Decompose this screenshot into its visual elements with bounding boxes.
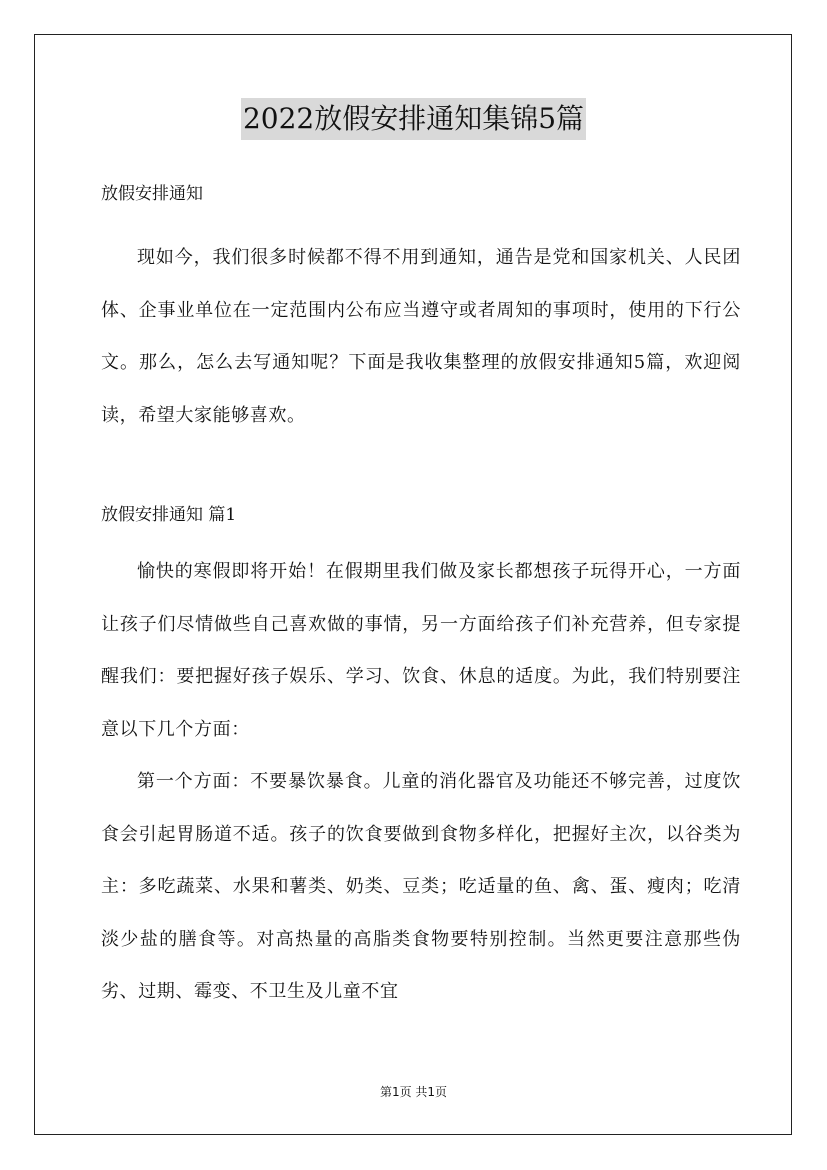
title-container bbox=[0, 98, 827, 140]
page-footer bbox=[0, 1083, 827, 1101]
page-indicator: 第1页 共1页 bbox=[379, 1085, 448, 1099]
document-title: 2022放假安排通知集锦5篇 bbox=[241, 98, 586, 140]
intro-paragraph: 现如今，我们很多时候都不得不用到通知，通告是党和国家机关、人民团体、企事业单位在一定范围内公布应当遵守或者周知的事项时，使用的下行公文。那么，怎么去写通知呢？下面是我收集整理的放假安排通知5篇，欢迎阅读，希望大家能够喜欢。 bbox=[101, 247, 741, 426]
document-body bbox=[101, 176, 741, 1019]
article-1-paragraph-2: 第一个方面：不要暴饮暴食。儿童的消化器官及功能还不够完善，过度饮食会引起胃肠道不适。孩子的饮食要做到食物多样化，把握好主次，以谷类为主：多吃蔬菜、水果和薯类、奶类、豆类；吃适量的鱼、禽、蛋、瘦肉；吃清淡少盐的膳食等。对高热量的高脂类食物要特别控制。当然更要注意那些伪劣、过期、霉变、不卫生及儿童不宜 bbox=[101, 771, 741, 1002]
article-1-paragraph-1: 愉快的寒假即将开始！在假期里我们做及家长都想孩子玩得开心，一方面让孩子们尽情做些自己喜欢做的事情，另一方面给孩子们补充营养，但专家提醒我们：要把握好孩子娱乐、学习、饮食、休息的适度。为此，我们特别要注意以下几个方面： bbox=[101, 561, 741, 740]
article-1-heading: 放假安排通知 篇1 bbox=[101, 505, 237, 525]
section-heading: 放假安排通知 bbox=[101, 184, 203, 204]
